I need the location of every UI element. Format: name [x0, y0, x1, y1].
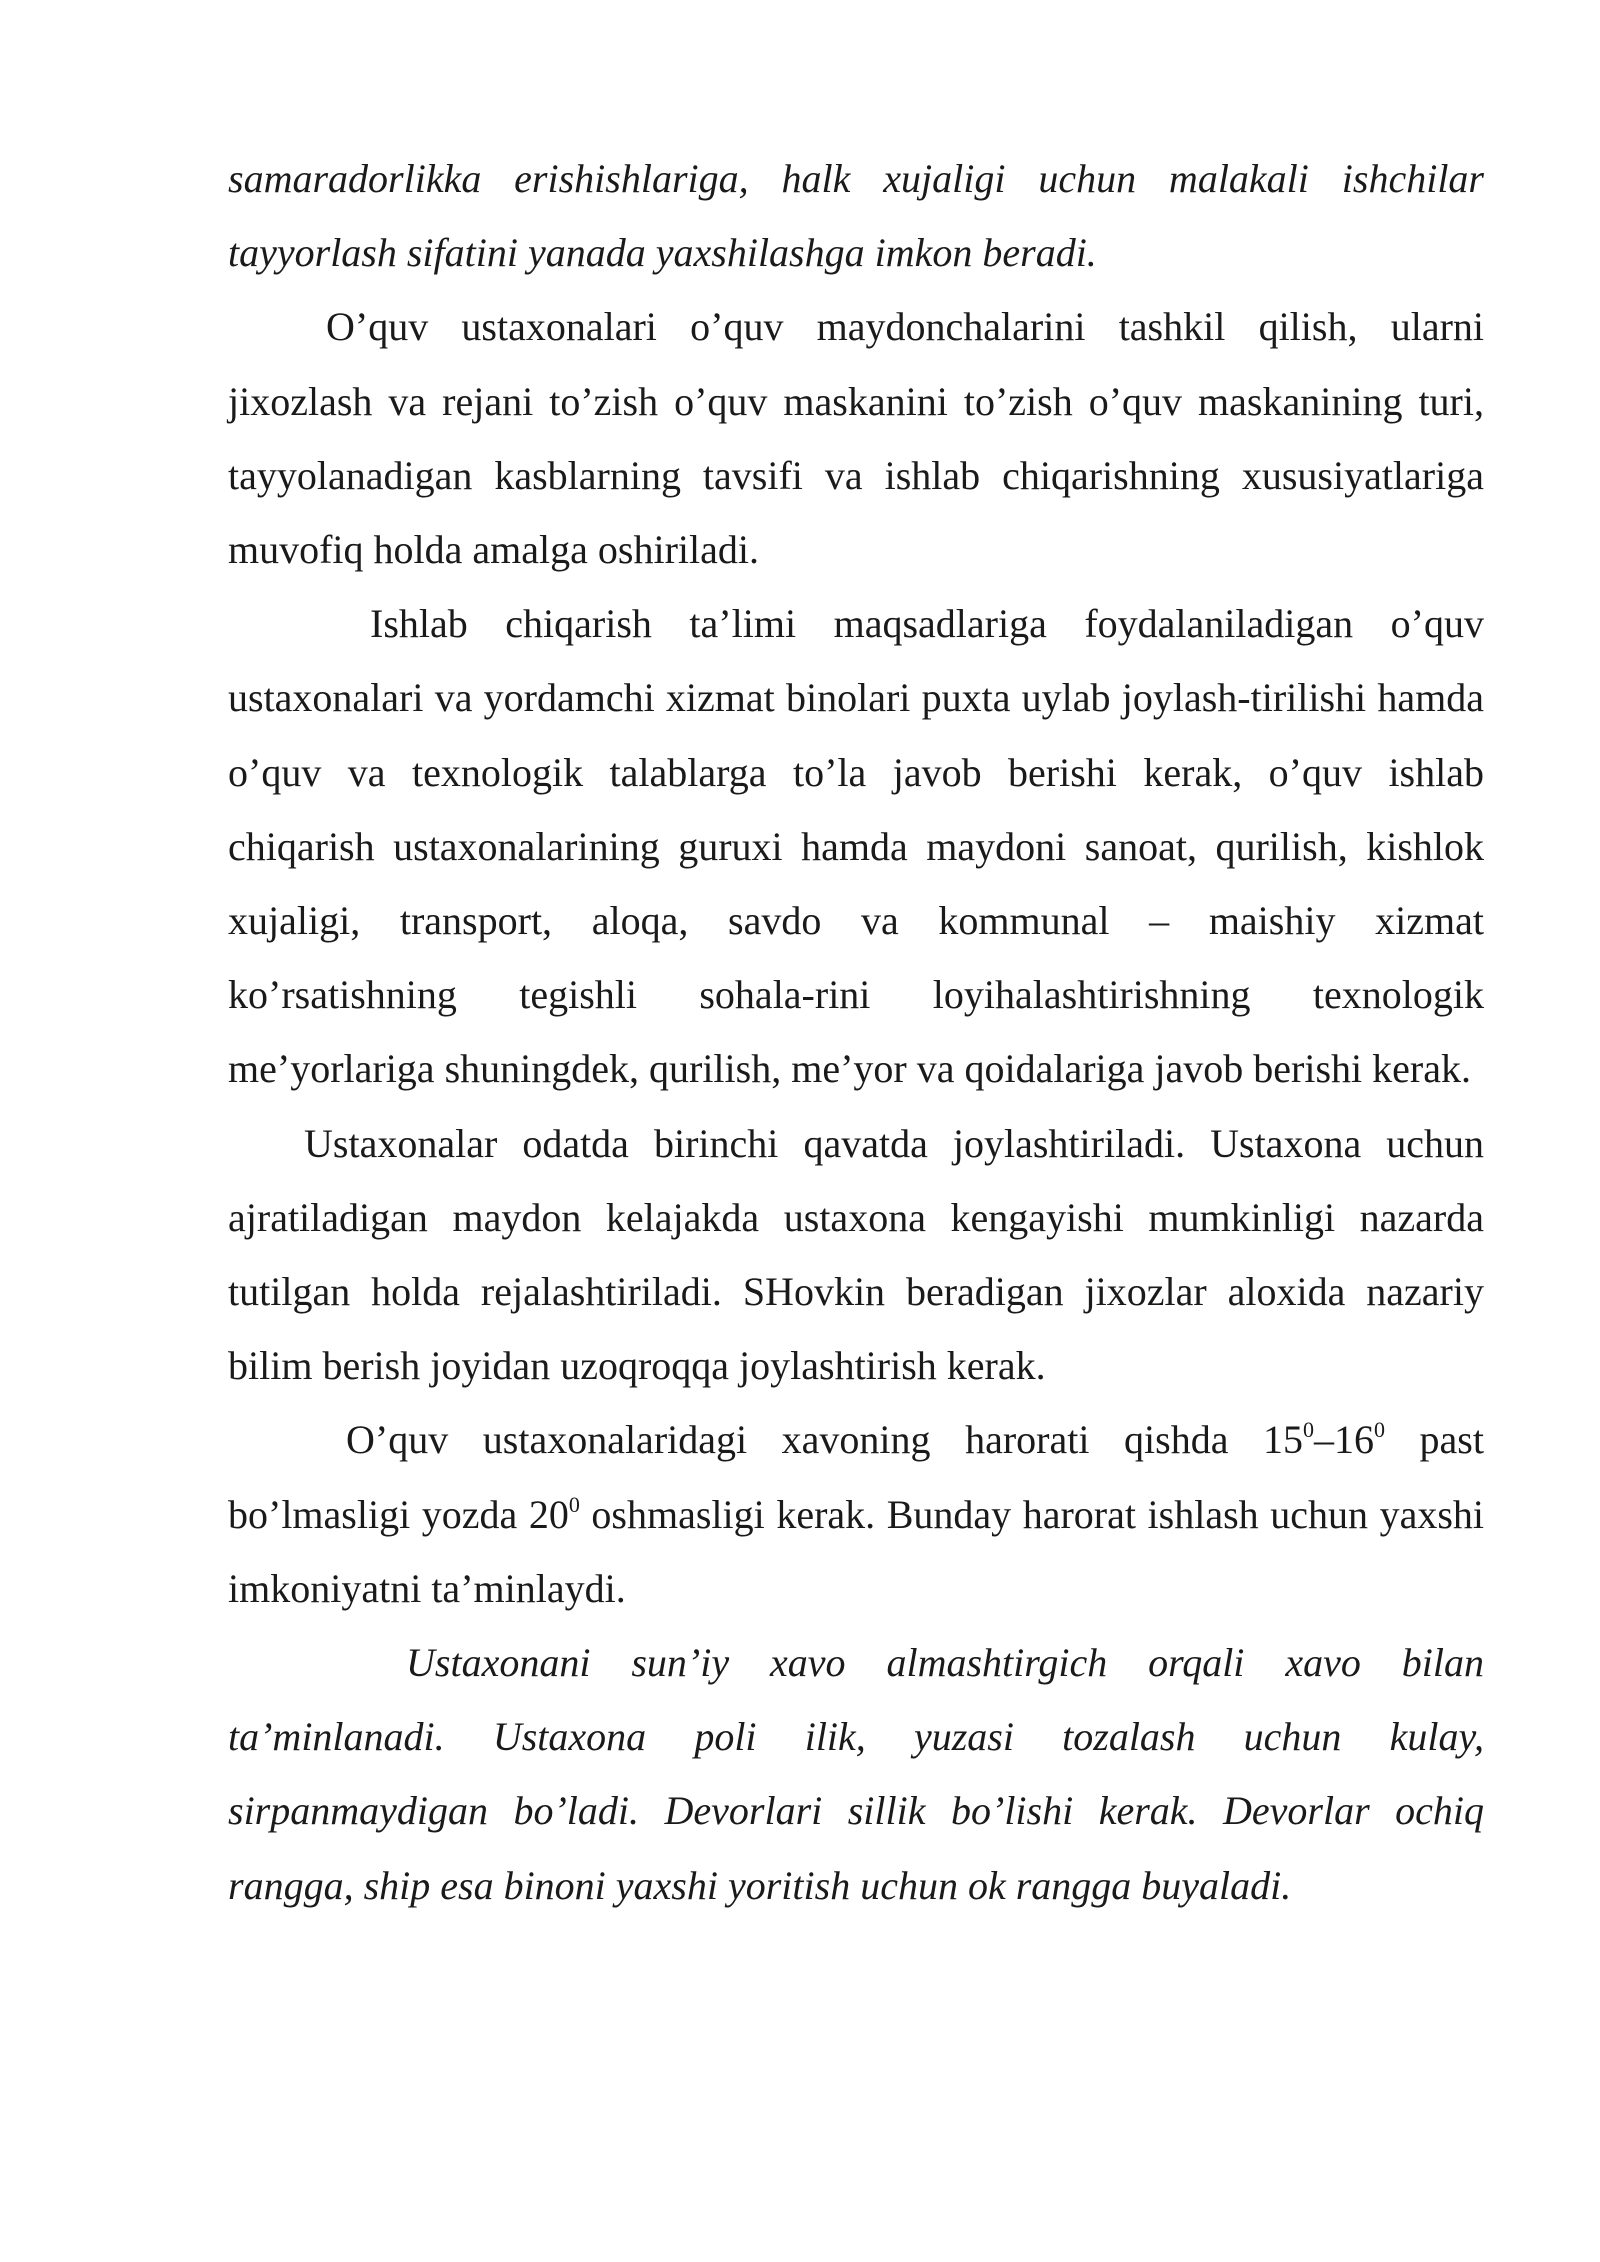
paragraph-2: O’quv ustaxonalari o’quv maydonchalarini tashkil qilish, ularni jixozlash va rejani to’zish o’quv maskanini to’zish o’quv maskanining turi, tayyolanadigan kasblarning tavsifi va ishlab chiqarishning xususiyatlariga muvofiq holda amalga oshiriladi.	[228, 304, 1484, 573]
paragraph-4: Ustaxonalar odatda birinchi qavatda joylashtiriladi. Ustaxona uchun ajratiladigan maydon kelajakda ustaxona kengayishi mumkinligi nazarda tutilgan holda rejalashtiriladi. SHovkin beradigan jixozlar aloxida nazariy bilim berish joyidan uzoqroqqa joylashtirish kerak.	[228, 1120, 1484, 1389]
degree-superscript: 0	[1303, 1417, 1314, 1443]
paragraph-1: samaradorlikka erishishlariga, halk xujaligi uchun malakali ishchilar tayyorlash sifatini yanada yaxshilashga imkon beradi.	[228, 156, 1484, 276]
paragraph-5	[228, 1403, 1484, 1626]
paragraph-5-text: –16	[1314, 1417, 1374, 1463]
paragraph-5-text: O’quv ustaxonalaridagi xavoning harorati qishda 15	[346, 1417, 1303, 1463]
paragraph-6: Ustaxonani sun’iy xavo almashtirgich orqali xavo bilan ta’minlanadi. Ustaxona poli ilik, yuzasi tozalash uchun kulay, sirpanmaydigan bo’ladi. Devorlari sillik bo’lishi kerak. Devorlar ochiq rangga, ship esa binoni yaxshi yoritish uchun ok rangga buyaladi.	[228, 1640, 1484, 1908]
document-body	[228, 142, 1484, 1923]
paragraph-5-text: oshmasligi kerak. Bunday harorat ishlash uchun yaxshi imkoniyatni ta’minlaydi.	[228, 1491, 1484, 1611]
degree-superscript: 0	[1374, 1417, 1385, 1443]
degree-superscript: 0	[568, 1491, 580, 1517]
paragraph-5-text: past bo’lmasligi yozda 20	[228, 1417, 1484, 1537]
paragraph-3: Ishlab chiqarish ta’limi maqsadlariga foydalaniladigan o’quv ustaxonalari va yordamchi xizmat binolari puxta uylab joylash-tirilishi hamda o’quv va texnologik talablarga to’la javob berishi kerak, o’quv ishlab chiqarish ustaxonalarining guruxi hamda maydoni sanoat, qurilish, kishlok xujaligi, transport, aloqa, savdo va kommunal – maishiy xizmat ko’rsatishning tegishli sohala-rini loyihalashtirishning texnologik me’yorlariga shuningdek, qurilish, me’yor va qoidalariga javob berishi kerak.	[228, 601, 1484, 1092]
